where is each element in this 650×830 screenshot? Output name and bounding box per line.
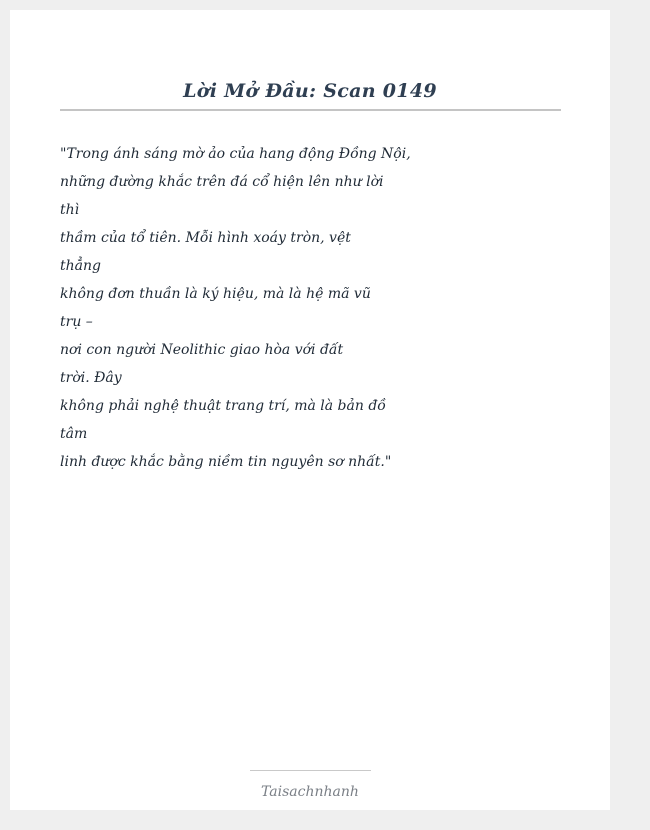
text-line: thẳng xyxy=(60,258,101,274)
text-line: trời. Đây xyxy=(60,370,122,386)
document-page xyxy=(10,10,610,810)
page-title: Lời Mở Đầu: Scan 0149 xyxy=(183,80,437,102)
text-line: không đơn thuần là ký hiệu, mà là hệ mã vũ xyxy=(60,286,371,302)
text-line: "Trong ánh sáng mờ ảo của hang động Đồng Nội, xyxy=(60,146,411,162)
footer-divider xyxy=(250,770,371,771)
text-line: linh được khắc bằng niềm tin nguyên sơ nhất." xyxy=(60,454,392,470)
text-line: nơi con người Neolithic giao hòa với đất xyxy=(60,342,344,358)
title-divider xyxy=(60,109,561,111)
preface-text xyxy=(60,140,411,476)
footer-brand: Taisachnhanh xyxy=(261,784,359,800)
text-line: trụ – xyxy=(60,314,93,330)
text-line: thì xyxy=(60,202,80,218)
text-line: tâm xyxy=(60,426,88,442)
text-line: thầm của tổ tiên. Mỗi hình xoáy tròn, vệt xyxy=(60,230,351,246)
text-line: không phải nghệ thuật trang trí, mà là bản đồ xyxy=(60,398,386,414)
text-line: những đường khắc trên đá cổ hiện lên như lời xyxy=(60,174,384,190)
